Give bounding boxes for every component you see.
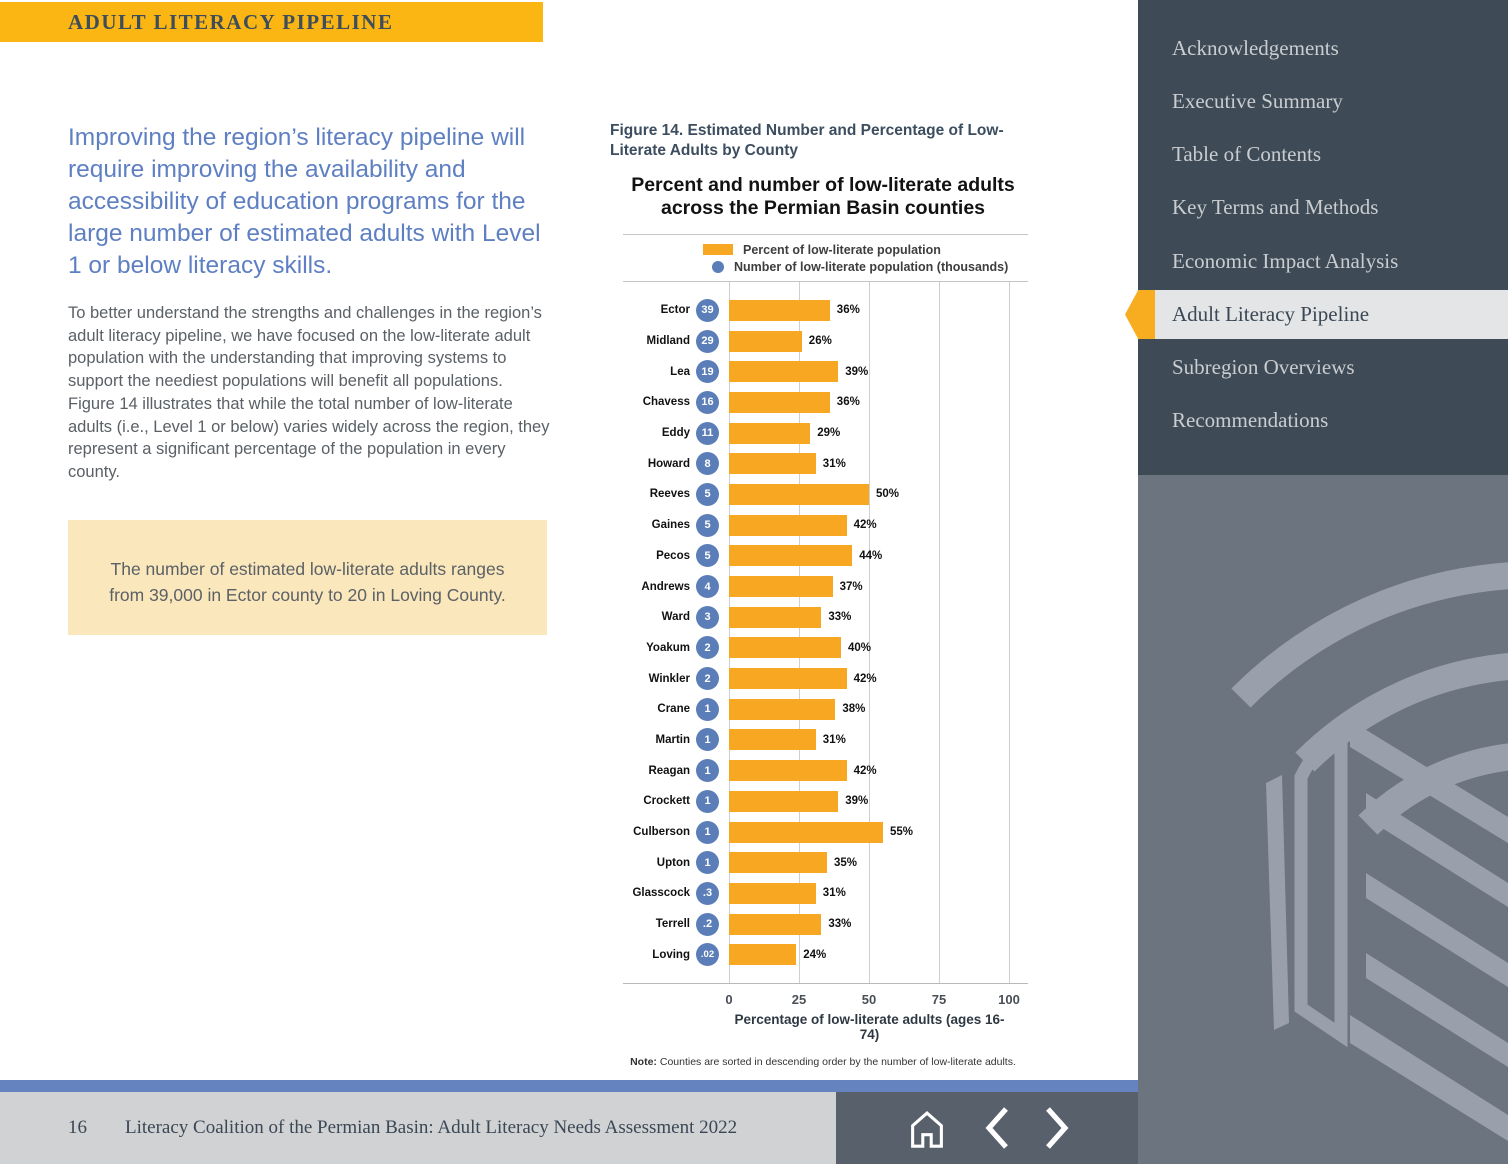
x-tick-label: 100 xyxy=(998,992,1020,1007)
percent-bar xyxy=(729,729,816,750)
bar-wrap xyxy=(729,637,871,658)
count-badge: 16 xyxy=(696,391,719,414)
percent-label: 38% xyxy=(842,703,866,716)
count-badge: 1 xyxy=(696,790,719,813)
chevron-right-icon xyxy=(1044,1104,1070,1152)
percent-bar xyxy=(729,914,821,935)
percent-label: 29% xyxy=(817,427,841,440)
count-badge: 5 xyxy=(696,544,719,567)
percent-bar xyxy=(729,822,883,843)
percent-label: 50% xyxy=(876,488,900,501)
bar-wrap xyxy=(729,331,832,352)
count-badge: 1 xyxy=(696,698,719,721)
percent-bar xyxy=(729,453,816,474)
page-header-banner xyxy=(0,2,543,42)
county-label: Glasscock xyxy=(632,887,690,900)
percent-label: 36% xyxy=(836,304,860,317)
percent-label: 33% xyxy=(828,918,852,931)
bar-wrap xyxy=(729,914,851,935)
chart-row xyxy=(608,633,1028,664)
bar-wrap xyxy=(729,883,846,904)
percent-label: 31% xyxy=(822,733,846,746)
percent-bar xyxy=(729,545,852,566)
previous-page-button[interactable] xyxy=(984,1104,1010,1152)
percent-label: 42% xyxy=(853,519,877,532)
sidebar-item-label: Recommendations xyxy=(1172,408,1329,432)
percent-label: 26% xyxy=(808,335,832,348)
county-label: Yoakum xyxy=(646,641,690,654)
callout-box xyxy=(68,520,547,635)
count-badge: .02 xyxy=(696,943,719,966)
x-tick-label: 75 xyxy=(931,992,947,1007)
chart-row xyxy=(608,663,1028,694)
county-label: Midland xyxy=(646,335,690,348)
bar-wrap xyxy=(729,852,857,873)
percent-bar xyxy=(729,300,830,321)
chart-row xyxy=(608,602,1028,633)
percent-bar xyxy=(729,607,821,628)
percent-label: 33% xyxy=(828,611,852,624)
sidebar-item-table-of-contents[interactable] xyxy=(1138,130,1508,179)
bar-wrap xyxy=(729,699,865,720)
bar-wrap xyxy=(729,760,877,781)
count-badge: 5 xyxy=(696,483,719,506)
percent-bar xyxy=(729,392,830,413)
next-page-button[interactable] xyxy=(1044,1104,1070,1152)
bar-wrap xyxy=(729,484,899,505)
legend-row xyxy=(623,258,1028,275)
county-label: Andrews xyxy=(641,580,690,593)
chevron-left-icon xyxy=(984,1104,1010,1152)
chart-row xyxy=(608,356,1028,387)
legend-row xyxy=(623,241,1028,258)
chart-row xyxy=(608,571,1028,602)
chart-row xyxy=(608,725,1028,756)
percent-label: 24% xyxy=(803,948,827,961)
home-button[interactable] xyxy=(904,1104,950,1152)
bar-wrap xyxy=(729,944,826,965)
chart-legend xyxy=(623,234,1028,282)
chart-row xyxy=(608,909,1028,940)
county-label: Crane xyxy=(657,703,690,716)
percent-bar xyxy=(729,668,847,689)
county-label: Ward xyxy=(661,611,690,624)
county-label: Lea xyxy=(670,365,690,378)
count-badge: .2 xyxy=(696,913,719,936)
home-icon xyxy=(904,1104,950,1152)
circle-swatch-icon xyxy=(712,261,724,273)
percent-label: 37% xyxy=(839,580,863,593)
count-badge: 3 xyxy=(696,606,719,629)
count-badge: 1 xyxy=(696,851,719,874)
county-label: Winkler xyxy=(648,672,690,685)
county-label: Culberson xyxy=(633,826,690,839)
bar-wrap xyxy=(729,361,868,382)
body-paragraph: To better understand the strengths and challenges in the region’s adult literacy pipeline, we have focused on the low-literate adult population with the understanding that improving systems to support the neediest populations will benefit all populations. Figure 14 illustrates that while the total number of low-literate adults (i.e., Level 1 or below) varies widely across the region, they represent a significant percentage of the population in every county. xyxy=(68,304,550,481)
count-badge: 4 xyxy=(696,575,719,598)
county-label: Crockett xyxy=(643,795,690,808)
bar-wrap xyxy=(729,822,913,843)
figure-caption: Figure 14. Estimated Number and Percentage of Low-Literate Adults by County xyxy=(610,122,1004,159)
bar-wrap xyxy=(729,300,860,321)
count-badge: 2 xyxy=(696,667,719,690)
count-badge: 8 xyxy=(696,452,719,475)
percent-label: 36% xyxy=(836,396,860,409)
footer-title: Literacy Coalition of the Permian Basin: Adult Literacy Needs Assessment 2022 xyxy=(125,1117,738,1138)
count-badge: 19 xyxy=(696,360,719,383)
county-label: Loving xyxy=(652,948,690,961)
count-badge: 39 xyxy=(696,299,719,322)
chart-plot xyxy=(608,282,1028,984)
percent-bar xyxy=(729,576,833,597)
sidebar-item-label: Subregion Overviews xyxy=(1172,355,1355,379)
chart-row xyxy=(608,479,1028,510)
x-tick-label: 0 xyxy=(725,992,733,1007)
county-label: Martin xyxy=(655,733,690,746)
percent-bar xyxy=(729,760,847,781)
percent-bar xyxy=(729,852,827,873)
x-tick-label: 50 xyxy=(861,992,877,1007)
legend-label: Percent of low-literate population xyxy=(743,242,941,257)
sidebar-item-key-terms-and-methods[interactable] xyxy=(1138,183,1508,232)
footer-nav xyxy=(836,1092,1138,1164)
percent-label: 35% xyxy=(834,856,858,869)
sidebar-item-label: Adult Literacy Pipeline xyxy=(1172,302,1370,326)
chart-row xyxy=(608,786,1028,817)
count-badge: .3 xyxy=(696,882,719,905)
bar-wrap xyxy=(729,423,840,444)
chart-rows xyxy=(608,295,1028,970)
percent-label: 31% xyxy=(822,887,846,900)
count-badge: 1 xyxy=(696,759,719,782)
percent-bar xyxy=(729,791,838,812)
percent-bar xyxy=(729,331,802,352)
x-axis-title: Percentage of low-literate adults (ages 16-74) xyxy=(734,1012,1005,1042)
chart-row xyxy=(608,817,1028,848)
x-ticks xyxy=(608,984,1028,1012)
percent-bar xyxy=(729,637,841,658)
percent-label: 42% xyxy=(853,672,877,685)
callout-text: The number of estimated low-literate adults ranges from 39,000 in Ector county to 20 in Loving County. xyxy=(109,559,506,605)
county-label: Terrell xyxy=(655,918,690,931)
legend-label: Number of low-literate population (thousands) xyxy=(734,259,1009,274)
bar-wrap xyxy=(729,668,877,689)
county-label: Pecos xyxy=(656,549,690,562)
bar-wrap xyxy=(729,515,877,536)
sidebar-item-economic-impact-analysis[interactable] xyxy=(1138,237,1508,286)
lead-paragraph: Improving the region’s literacy pipeline will require improving the availability and accessibility of education programs for the large number of estimated adults with Level 1 or below literacy skills. xyxy=(68,124,541,279)
page-number: 16 xyxy=(68,1117,87,1138)
county-label: Eddy xyxy=(661,427,690,440)
sidebar-item-adult-literacy-pipeline[interactable] xyxy=(1138,290,1508,339)
sidebar-item-label: Table of Contents xyxy=(1172,142,1321,166)
literacy-coalition-book-logo-watermark xyxy=(1138,475,1508,1164)
chart-note-label: Note: xyxy=(630,1056,657,1068)
county-label: Reagan xyxy=(648,764,690,777)
county-label: Ector xyxy=(660,304,690,317)
bar-wrap xyxy=(729,545,882,566)
percent-bar xyxy=(729,484,869,505)
chart-row xyxy=(608,418,1028,449)
chart-note-text: Counties are sorted in descending order by the number of low-literate adults. xyxy=(659,1056,1016,1068)
county-label: Howard xyxy=(647,457,690,470)
x-tick-label: 25 xyxy=(791,992,807,1007)
county-label: Upton xyxy=(656,856,690,869)
chart-row xyxy=(608,694,1028,725)
bar-wrap xyxy=(729,392,860,413)
bar-wrap xyxy=(729,607,851,628)
chart-row xyxy=(608,541,1028,572)
percent-label: 42% xyxy=(853,764,877,777)
count-badge: 1 xyxy=(696,821,719,844)
chart-row xyxy=(608,510,1028,541)
sidebar-item-label: Key Terms and Methods xyxy=(1172,195,1379,219)
page-title: ADULT LITERACY PIPELINE xyxy=(68,9,394,34)
chart-row xyxy=(608,448,1028,479)
chart-title: Percent and number of low-literate adults across the Permian Basin counties xyxy=(631,174,1015,219)
count-badge: 29 xyxy=(696,330,719,353)
percent-bar xyxy=(729,944,796,965)
chart-row xyxy=(608,847,1028,878)
sidebar-item-label: Economic Impact Analysis xyxy=(1172,249,1399,273)
count-badge: 2 xyxy=(696,636,719,659)
percent-label: 31% xyxy=(822,457,846,470)
sidebar-item-label: Acknowledgements xyxy=(1172,36,1339,60)
percent-bar xyxy=(729,515,847,536)
percent-label: 44% xyxy=(859,549,883,562)
count-badge: 5 xyxy=(696,514,719,537)
county-label: Gaines xyxy=(651,519,690,532)
bar-wrap xyxy=(729,729,846,750)
footer-accent-bar xyxy=(0,1080,1138,1092)
count-badge: 1 xyxy=(696,728,719,751)
sidebar xyxy=(1138,0,1508,1164)
chart-row xyxy=(608,755,1028,786)
chart-row xyxy=(608,295,1028,326)
sidebar-item-label: Executive Summary xyxy=(1172,89,1343,113)
county-label: Chavess xyxy=(642,396,690,409)
sidebar-item-recommendations[interactable] xyxy=(1138,396,1508,445)
chart xyxy=(608,168,1038,1068)
bar-wrap xyxy=(729,453,846,474)
percent-label: 55% xyxy=(890,826,914,839)
percent-label: 39% xyxy=(845,795,869,808)
bar-wrap xyxy=(729,576,863,597)
sidebar-item-executive-summary[interactable] xyxy=(1138,77,1508,126)
count-badge: 11 xyxy=(696,422,719,445)
chart-row xyxy=(608,387,1028,418)
chart-row xyxy=(608,939,1028,970)
percent-bar xyxy=(729,361,838,382)
sidebar-item-subregion-overviews[interactable] xyxy=(1138,343,1508,392)
percent-bar xyxy=(729,423,810,444)
percent-bar xyxy=(729,883,816,904)
chart-note xyxy=(608,1056,1038,1068)
chart-row xyxy=(608,326,1028,357)
chart-row xyxy=(608,878,1028,909)
county-label: Reeves xyxy=(649,488,690,501)
sidebar-item-acknowledgements[interactable] xyxy=(1138,24,1508,73)
bar-swatch-icon xyxy=(703,244,733,255)
percent-label: 39% xyxy=(845,365,869,378)
sidebar-lower xyxy=(1138,475,1508,1164)
sidebar-nav xyxy=(1138,0,1508,475)
bar-wrap xyxy=(729,791,868,812)
percent-label: 40% xyxy=(848,641,872,654)
percent-bar xyxy=(729,699,835,720)
